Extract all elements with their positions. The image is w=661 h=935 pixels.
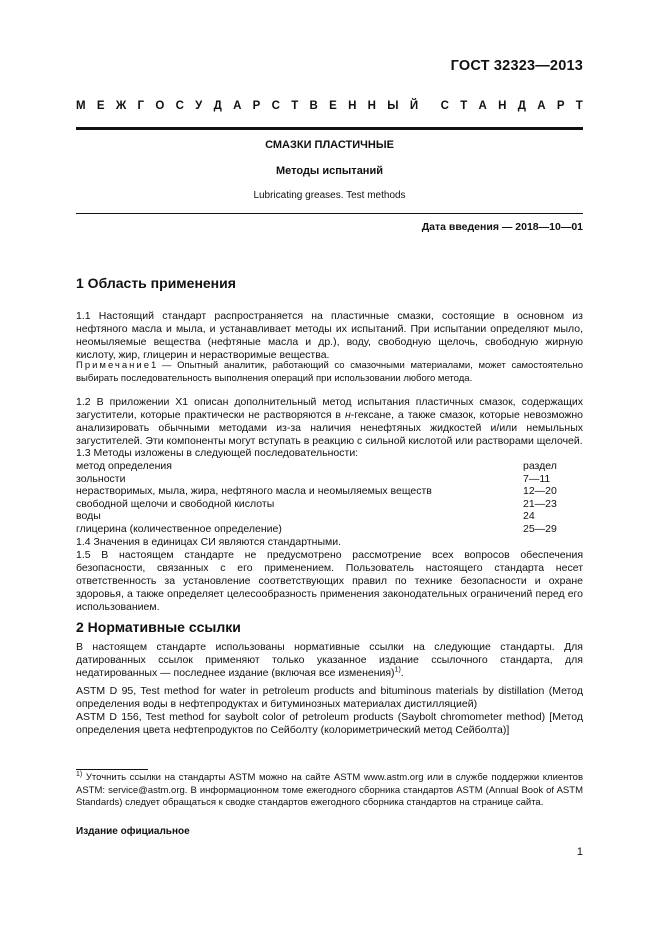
banner-letter: О [155,100,165,112]
banner-letter: С [271,100,280,112]
banner-letter: А [233,100,242,112]
banner-letter: Г [137,100,145,112]
table-cell-name: воды [76,510,101,523]
table-cell-ref: раздел [523,460,557,472]
table-cell-ref: 21—23 [523,497,557,510]
table-row [76,485,583,498]
title-rule [76,213,583,214]
section-2-heading: 2 Нормативные ссылки [76,619,241,635]
methods-table [76,460,583,536]
table-row [76,510,583,523]
paragraph-1-3: 1.3 Методы изложены в следующей последовательности: [76,447,359,459]
paragraph-1-1 [76,297,583,362]
table-cell-name: зольности [76,472,126,485]
banner-letter: Ы [387,100,399,112]
banner-letter: Т [575,100,583,112]
paragraph-1-4: 1.4 Значения в единицах СИ являются стандартными. [76,536,342,548]
table-cell-name: нерастворимых, мыла, жира, нефтяного масла и неомыляемых веществ [76,485,432,498]
page-number: 1 [576,846,583,858]
table-cell-ref: 24 [523,510,535,523]
note-text: 1 — Опытный аналитик, работающий со смазочными материалами, может самостоятельно выбирать последовательность выполнения операций при использовании любого метода. [76,360,583,384]
banner-letter: С [440,100,449,112]
paragraph-1-5: 1.5 В настоящем стандарте не предусмотрено рассмотрение всех вопросов обеспечения безопасности, связанных с его применением. Пользователь настоящего стандарта несет ответственность за установление соответствующих правил по технике безопасности и охране здоровья, а также определяет целесообразность применения законодательных ограничений перед его использованием. [76,549,583,613]
table-cell-ref: 25—29 [523,522,557,535]
banner-letter: Е [96,100,105,112]
footnote-rule [76,769,148,770]
header-rule [76,127,583,130]
banner-letter: У [195,100,203,112]
footnote-reference: 1) [394,666,401,674]
official-edition-label: Издание официальное [76,826,190,837]
banner-letter: Н [367,100,376,112]
banner-letter: А [478,100,487,112]
document-number: ГОСТ 32323—2013 [450,58,583,74]
banner-letter: Н [348,100,357,112]
banner-letter: С [175,100,184,112]
banner-letter: Й [409,100,419,112]
footnote-mark: 1) [76,770,83,778]
reference-astm-d156: ASTM D 156, Test method for saybolt color of petroleum products (Saybolt chromometer method) [Метод определения цвета нефтепродуктов по Сейболту (колориметрический метод Сейболта)] [76,711,583,736]
paragraph-1-2-part-b: -гексане, а также смазок, которые невозможно анализировать обычными методами из-за наличия ненефтяных жидкостей и/или немыльных загустителей. Эти компоненты могут вступать в реакцию с сильной кислотой или растворами щелочей. [76,409,583,447]
table-cell-name: метод определения [76,460,172,472]
footnote [76,772,583,810]
banner-letter: Ж [115,100,127,112]
banner-letter: В [309,100,318,112]
paragraph-1-2 [76,396,583,448]
section-1-heading: 1 Область применения [76,275,236,291]
banner-letter: Р [252,100,261,112]
table-row [76,523,583,536]
banner-letter: М [76,100,86,112]
table-row [76,473,583,486]
banner-letter: Т [291,100,299,112]
banner-letter: Р [556,100,565,112]
table-cell-ref: 7—11 [523,472,551,485]
banner-letter: Н [498,100,507,112]
note-1 [76,359,583,385]
banner-letter: Е [329,100,337,112]
banner-letter: Д [213,100,222,112]
table-row [76,498,583,511]
banner-letter: Т [460,100,468,112]
interstate-standard-banner [76,100,583,112]
paragraph-2-text: В настоящем стандарте использованы нормативные ссылки на следующие стандарты. Для датированных ссылок применяют только указанное издание ссылочного стандарта, для недатированных — последнее издание (включая все изменения) [76,641,583,679]
table-cell-ref: 12—20 [523,485,557,498]
paragraph-1-1-text: 1.1 Настоящий стандарт распространяется на пластичные смазки, состоящие в основном из нефтяного масла и мыла, и устанавливает методы их испытаний. При испытании определяют мыло, неомыляемые вещества (нефтяные масла и др.), воду, свободную щелочь, свободную жирную кислоту, жир, глицерин и нерастворимые вещества. [76,310,583,361]
note-label: Примечание [76,360,151,371]
english-title: Lubricating greases. Test methods [253,190,406,201]
footnote-text: Уточнить ссылки на стандарты ASTM можно на сайте ASTM www.astm.org или в службе поддержки клиентов ASTM: service@astm.org. В информационном томе ежегодного сборника стандартов ASTM (Annual Book of ASTM Standards) следует обращаться к сводке стандартов ежегодного сборника стандартов на странице сайта. [76,772,583,808]
banner-letter: Д [517,100,526,112]
table-cell-name: глицерина (количественное определение) [76,522,282,535]
paragraph-1-2-part-a: 1.2 В приложении Х1 описан дополнительный метод испытания пластичных смазок, содержащих загустители, которые практически не растворяются в [76,396,583,421]
introduction-date: Дата введения — 2018—10—01 [421,221,583,233]
document-subtitle: Методы испытаний [276,165,383,177]
banner-letter: А [537,100,546,112]
reference-astm-d95: ASTM D 95, Test method for water in petroleum products and bituminous materials by distillation (Метод определения воды в нефтепродуктах и битуминозных материалах дистилляцией) [76,685,583,710]
paragraph-1-2-italic: н [344,409,351,421]
document-title: СМАЗКИ ПЛАСТИЧНЫЕ [265,139,394,151]
table-row [76,460,583,473]
paragraph-2-end: . [400,667,404,679]
paragraph-2 [76,641,583,680]
table-cell-name: свободной щелочи и свободной кислоты [76,497,275,510]
